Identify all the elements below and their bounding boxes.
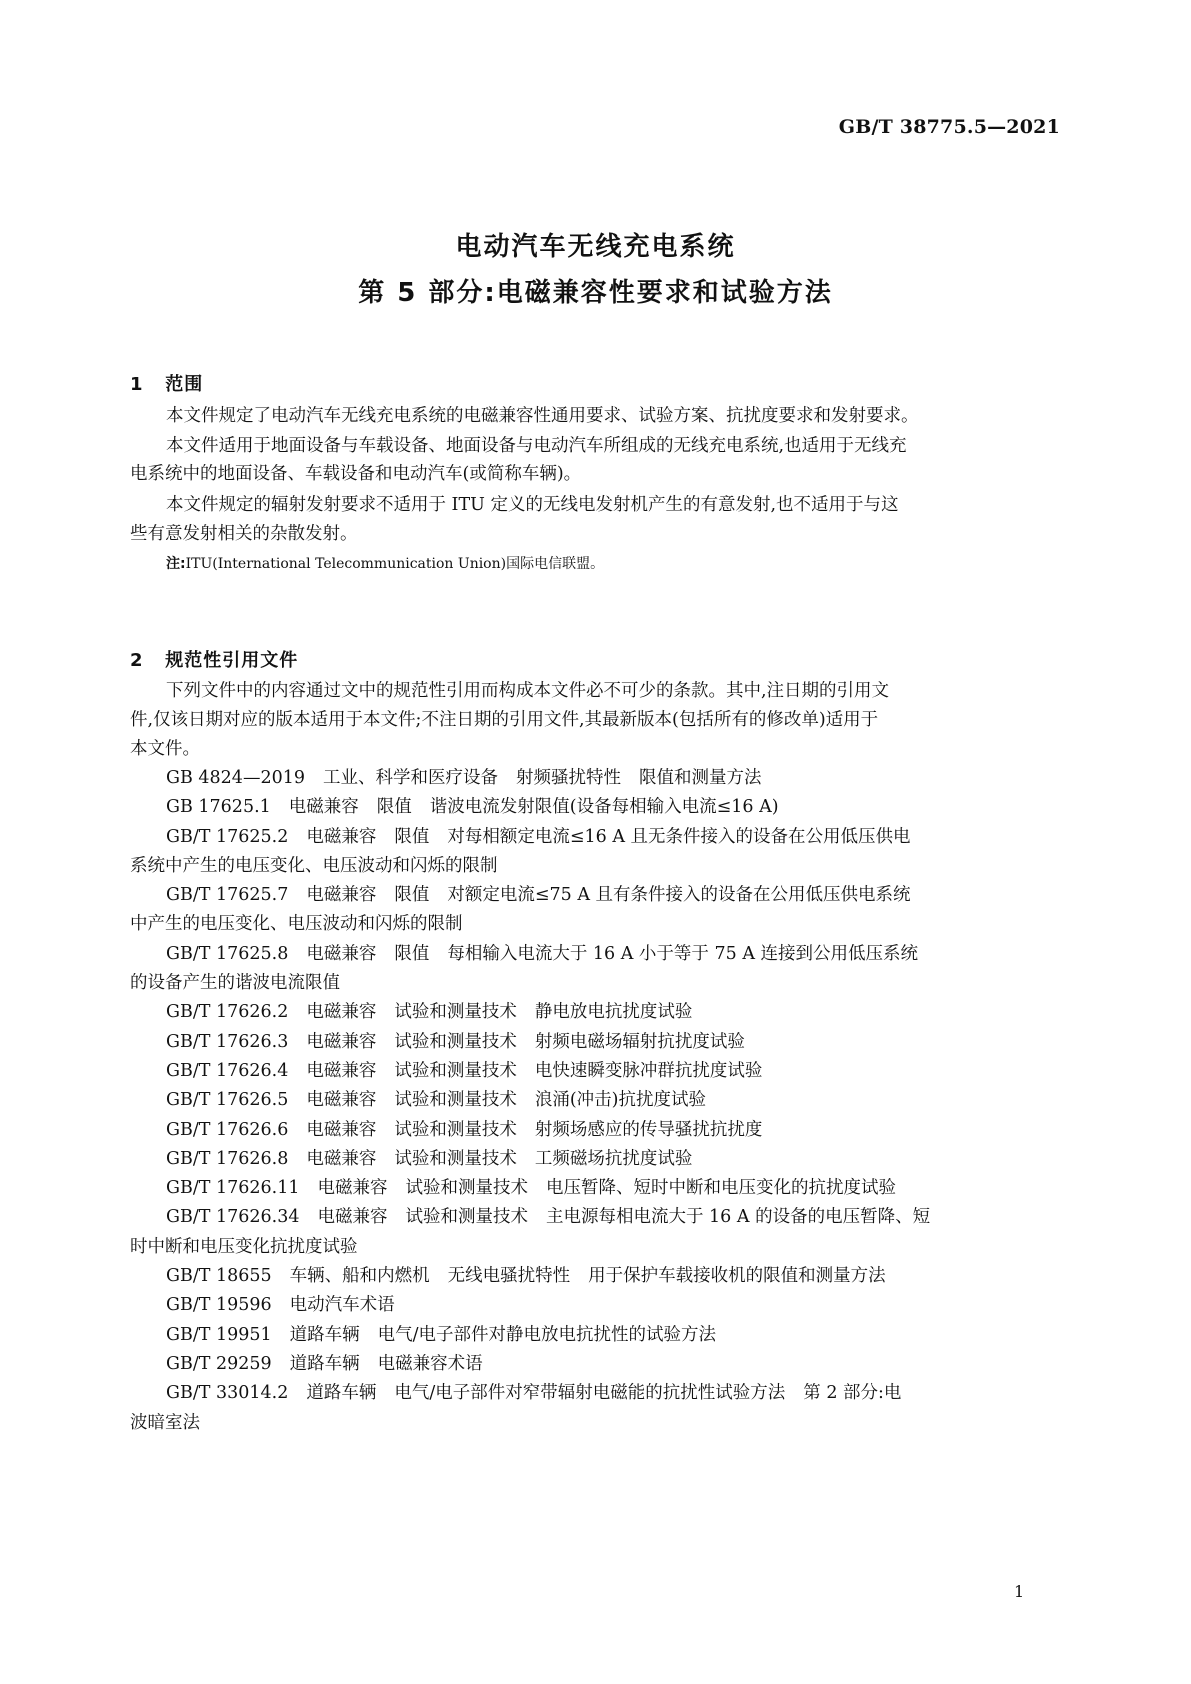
- reference-title-part: 电气/电子部件对静电放电抗扰性的试验方法: [377, 1325, 717, 1345]
- reference-title-part: 试验和测量技术: [405, 1178, 528, 1198]
- reference-continuation: 中产生的电压变化、电压波动和闪烁的限制: [130, 914, 463, 934]
- reference-item: [166, 1177, 896, 1199]
- section-title: 规范性引用文件: [165, 650, 299, 671]
- reference-title-part: 射频电磁场辐射抗扰度试验: [534, 1032, 745, 1052]
- reference-title-part: 电压暂降、短时中断和电压变化的抗扰度试验: [545, 1178, 896, 1198]
- reference-title-part: 限值: [394, 944, 430, 964]
- note-label: 注:: [166, 556, 186, 572]
- reference-title-part: 工业、科学和医疗设备: [322, 768, 498, 788]
- reference-title-part: 电磁兼容: [306, 944, 377, 964]
- paragraph-line: 件,仅该日期对应的版本适用于本文件;不注日期的引用文件,其最新版本(包括所有的修改单)适用于: [130, 710, 879, 730]
- reference-title-part: 限值: [394, 827, 430, 847]
- reference-code: GB/T 17625.8: [166, 944, 289, 964]
- section-number: 2: [130, 650, 144, 671]
- reference-code: GB/T 29259: [166, 1354, 272, 1374]
- standard-code: GB/T 38775.5—2021: [838, 116, 1060, 138]
- reference-continuation: 系统中产生的电压变化、电压波动和闪烁的限制: [130, 856, 498, 876]
- reference-title-part: 对额定电流≤75 A 且有条件接入的设备在公用低压供电系统: [447, 885, 911, 905]
- reference-title-part: 试验和测量技术: [394, 1061, 517, 1081]
- paragraph-line: 电系统中的地面设备、车载设备和电动汽车(或简称车辆)。: [130, 464, 582, 484]
- paragraph-line: 本文件适用于地面设备与车载设备、地面设备与电动汽车所组成的无线充电系统,也适用于无线充: [166, 436, 907, 456]
- reference-code: GB/T 17625.2: [166, 827, 289, 847]
- reference-item: [166, 943, 918, 965]
- reference-code: GB/T 17626.8: [166, 1149, 289, 1169]
- paragraph-line: 些有意发射相关的杂散发射。: [130, 524, 358, 544]
- reference-item: [166, 1294, 395, 1316]
- reference-code: GB/T 17626.34: [166, 1207, 300, 1227]
- reference-title-part: 试验和测量技术: [394, 1090, 517, 1110]
- document-title-line1: 电动汽车无线充电系统: [455, 232, 736, 262]
- reference-title-part: 浪涌(冲击)抗扰度试验: [534, 1090, 706, 1110]
- paragraph-line: 下列文件中的内容通过文中的规范性引用而构成本文件必不可少的条款。其中,注日期的引用文: [166, 681, 890, 701]
- reference-title-part: 主电源每相电流大于 16 A 的设备的电压暂降、短: [545, 1207, 931, 1227]
- reference-code: GB/T 17626.11: [166, 1178, 300, 1198]
- reference-title-part: 道路车辆: [306, 1383, 377, 1403]
- reference-item: [166, 1089, 706, 1111]
- reference-title-part: 每相输入电流大于 16 A 小于等于 75 A 连接到公用低压系统: [447, 944, 919, 964]
- reference-item: [166, 767, 761, 789]
- reference-title-part: 工频磁场抗扰度试验: [534, 1149, 693, 1169]
- reference-title-part: 道路车辆: [289, 1325, 360, 1345]
- section-1-heading: [130, 370, 930, 396]
- reference-item: [166, 884, 911, 906]
- reference-item: [166, 1265, 886, 1287]
- reference-title-part: 道路车辆: [289, 1354, 360, 1374]
- reference-title-part: 电磁兼容: [306, 827, 377, 847]
- reference-item: [166, 796, 779, 818]
- reference-continuation: 时中断和电压变化抗扰度试验: [130, 1237, 358, 1257]
- reference-title-part: 电磁兼容: [306, 1120, 377, 1140]
- reference-code: GB/T 17626.3: [166, 1032, 289, 1052]
- reference-title-part: 电磁兼容: [306, 1149, 377, 1169]
- reference-code: GB/T 17626.4: [166, 1061, 289, 1081]
- reference-title-part: 电气/电子部件对窄带辐射电磁能的抗扰性试验方法: [394, 1383, 786, 1403]
- reference-title-part: 谐波电流发射限值(设备每相输入电流≤16 A): [429, 797, 779, 817]
- reference-title-part: 电磁兼容: [306, 885, 377, 905]
- reference-code: GB/T 19596: [166, 1295, 272, 1315]
- reference-code: GB 17625.1: [166, 797, 271, 817]
- reference-title-part: 限值: [376, 797, 412, 817]
- document-title-line2: 第 5 部分:电磁兼容性要求和试验方法: [358, 278, 833, 308]
- reference-item: [166, 1324, 716, 1346]
- reference-item: [166, 1001, 692, 1023]
- section-number: 1: [130, 374, 144, 395]
- reference-title-part: 车辆、船和内燃机: [289, 1266, 430, 1286]
- paragraph-line: 本文件规定了电动汽车无线充电系统的电磁兼容性通用要求、试验方案、抗扰度要求和发射要求。: [166, 406, 919, 426]
- paragraph-line: 本文件。: [130, 739, 200, 759]
- reference-title-part: 射频骚扰特性: [515, 768, 621, 788]
- reference-code: GB/T 33014.2: [166, 1383, 289, 1403]
- reference-title-part: 电动汽车术语: [289, 1295, 395, 1315]
- reference-title-part: 电磁兼容: [306, 1032, 377, 1052]
- reference-item: [166, 1060, 762, 1082]
- reference-title-part: 第 2 部分:电: [803, 1383, 902, 1403]
- reference-title-part: 无线电骚扰特性: [447, 1266, 571, 1286]
- reference-code: GB/T 17625.7: [166, 885, 289, 905]
- reference-title-part: 射频场感应的传导骚扰抗扰度: [534, 1120, 763, 1140]
- reference-title-part: 试验和测量技术: [394, 1002, 517, 1022]
- reference-title-part: 试验和测量技术: [394, 1149, 517, 1169]
- reference-title-part: 试验和测量技术: [405, 1207, 528, 1227]
- section-2-heading: [130, 646, 930, 672]
- reference-code: GB/T 18655: [166, 1266, 272, 1286]
- reference-code: GB/T 17626.6: [166, 1120, 289, 1140]
- reference-item: [166, 1031, 745, 1053]
- note-text: ITU(International Telecommunication Union)国际电信联盟。: [185, 556, 605, 572]
- reference-continuation: 波暗室法: [130, 1413, 200, 1433]
- section-title: 范围: [165, 374, 204, 395]
- reference-title-part: 试验和测量技术: [394, 1032, 517, 1052]
- page-number: 1: [1014, 1582, 1025, 1601]
- paragraph-line: 本文件规定的辐射发射要求不适用于 ITU 定义的无线电发射机产生的有意发射,也不适用于与这: [166, 495, 899, 515]
- reference-item: [166, 1382, 901, 1404]
- reference-title-part: 电磁兼容: [306, 1090, 377, 1110]
- reference-title-part: 电磁兼容: [306, 1002, 377, 1022]
- reference-code: GB/T 19951: [166, 1325, 272, 1345]
- reference-title-part: 电磁兼容: [306, 1061, 377, 1081]
- reference-code: GB/T 17626.5: [166, 1090, 289, 1110]
- reference-title-part: 试验和测量技术: [394, 1120, 517, 1140]
- reference-continuation: 的设备产生的谐波电流限值: [130, 973, 340, 993]
- reference-title-part: 电磁兼容: [317, 1178, 388, 1198]
- reference-title-part: 电快速瞬变脉冲群抗扰度试验: [534, 1061, 763, 1081]
- reference-code: GB 4824—2019: [166, 768, 305, 788]
- reference-title-part: 电磁兼容: [317, 1207, 388, 1227]
- reference-title-part: 电磁兼容: [288, 797, 359, 817]
- reference-item: [166, 1206, 930, 1228]
- reference-item: [166, 826, 911, 848]
- note: [166, 553, 604, 575]
- reference-item: [166, 1353, 483, 1375]
- reference-code: GB/T 17626.2: [166, 1002, 289, 1022]
- reference-item: [166, 1119, 762, 1141]
- reference-item: [166, 1148, 692, 1170]
- reference-title-part: 限值和测量方法: [638, 768, 762, 788]
- reference-title-part: 用于保护车载接收机的限值和测量方法: [588, 1266, 886, 1286]
- reference-title-part: 限值: [394, 885, 430, 905]
- reference-title-part: 静电放电抗扰度试验: [534, 1002, 693, 1022]
- reference-title-part: 对每相额定电流≤16 A 且无条件接入的设备在公用低压供电: [447, 827, 911, 847]
- reference-title-part: 电磁兼容术语: [377, 1354, 483, 1374]
